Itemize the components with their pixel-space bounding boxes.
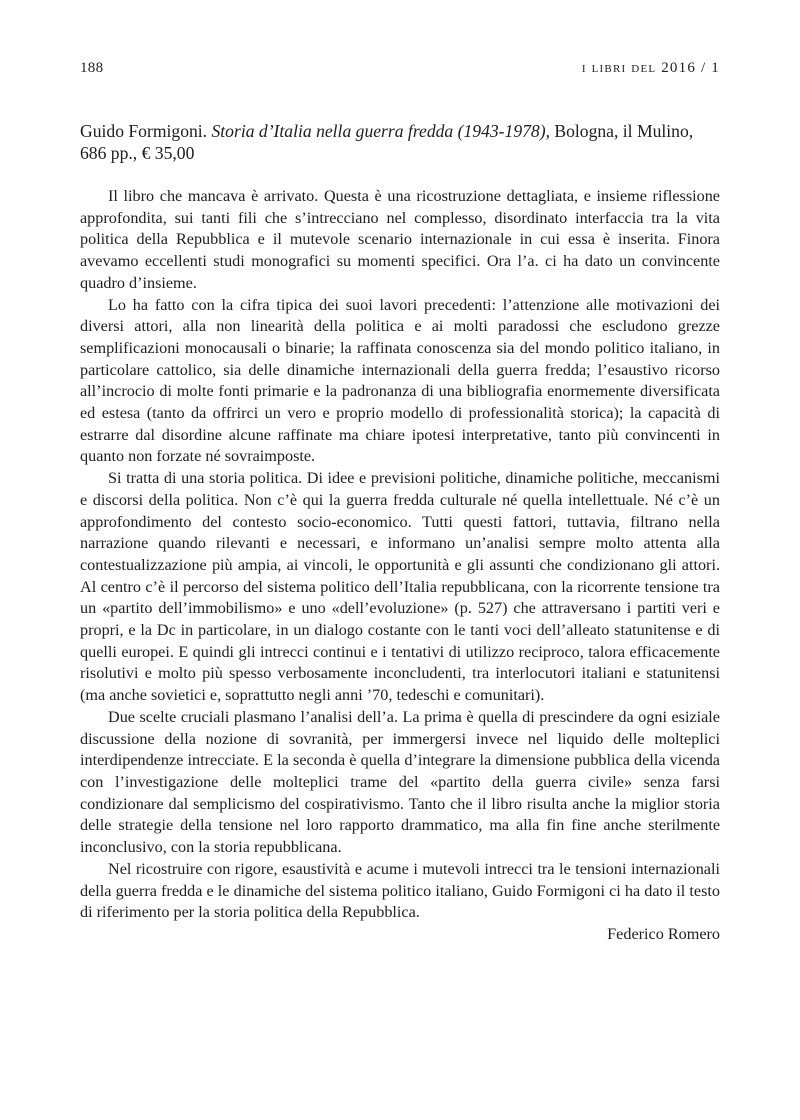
journal-title: i libri del 2016 / 1 xyxy=(581,60,720,76)
page-number: 188 xyxy=(80,60,104,76)
review-paragraph: Si tratta di una storia politica. Di idee e previsioni politiche, dinamiche politiche, meccanismi e discorsi della politica. Non c’è qui la guerra fredda culturale né quella intellettuale. Né c’è un approfondimento del contesto socio-economico. Tutti questi fattori, tuttavia, filtrano nella narrazione quando rilevanti e necessari, e informano un’analisi sempre molto attenta alla contestualizzazione più ampia, ai vincoli, le opportunità e gli assunti che condizionano gli attori. Al centro c’è il percorso del sistema politico dell’Italia repubblicana, con la ricorrente tensione tra un «partito dell’immobilismo» e uno «dell’evoluzione» (p. 527) che attraversano i partiti veri e propri, e la Dc in particolare, in un dialogo costante con le tanti voci dell’alleato statunitense e di quelli europei. E quindi gli intrecci continui e i tentativi di utilizzo reciproco, talora efficacemente risolutivi e molto più spesso verbosamente inconcludenti, tra interlocutori italiani e statunitensi (ma anche sovietici e, soprattutto negli anni ’70, tedeschi e comunitari). xyxy=(80,469,720,705)
page xyxy=(80,60,720,946)
reviewer-signature: Federico Romero xyxy=(607,924,720,943)
review-paragraph: Due scelte cruciali plasmano l’analisi dell’a. La prima è quella di prescindere da ogni esiziale discussione della nozione di sovranità, per immergersi invece nel liquido delle molteplici interdipendenze intrecciate. E la seconda è quella d’integrare la dimensione pubblica della vicenda con l’investigazione delle molteplici trame del «partito della guerra civile» senza farsi condizionare dal semplicismo del cospirativismo. Tanto che il libro risulta anche la miglior storia delle strategie della tensione nel loro rapporto drammatico, ma alla fin fine anche sterilmente inconclusivo, con la storia repubblicana. xyxy=(80,707,720,857)
review-paragraph: Il libro che mancava è arrivato. Questa è una ricostruzione dettagliata, e insieme riflessione approfondita, sui tanti fili che s’intrecciano nel complesso, disordinato interfaccia tra la vita politica della Repubblica e il mutevole scenario internazionale in cui essa è inserita. Finora avevamo eccellenti studi monografici su momenti specifici. Ora l’a. ci ha dato un convincente quadro d’insieme. xyxy=(80,187,720,292)
book-title: Storia d’Italia nella guerra fredda (1943-1978) xyxy=(211,121,546,141)
review-paragraph: Lo ha fatto con la cifra tipica dei suoi lavori precedenti: l’attenzione alle motivazioni dei diversi attori, alla non linearità della politica e ai molti paradossi che escludono grezze semplificazioni monocausali o binarie; la raffinata conoscenza sia del mondo politico italiano, in particolare cattolico, sia delle dinamiche internazionali della guerra fredda; l’esaustivo ricorso all’incrocio di molte fonti primarie e la padronanza di una bibliografia enormemente diversificata ed estesa (tanto da offrirci un vero e proprio modello di professionalità storica); la capacità di estrarre dal disordine alcune raffinate ma chiare ipotesi interpretative, tanto più convincenti in quanto non forzate né sovraimposte. xyxy=(80,295,720,466)
running-head xyxy=(80,60,720,84)
review-body xyxy=(80,186,720,946)
book-author: Guido Formigoni. xyxy=(80,121,208,141)
book-citation xyxy=(80,120,720,164)
book-publication-info: , Bologna, il Mulino, 686 pp., € 35,00 xyxy=(80,121,694,163)
review-paragraph: Nel ricostruire con rigore, esaustività e acume i mutevoli intrecci tra le tensioni internazionali della guerra fredda e le dinamiche del sistema politico italiano, Guido Formigoni ci ha dato il testo di riferimento per la storia politica della Repubblica. xyxy=(80,859,720,922)
